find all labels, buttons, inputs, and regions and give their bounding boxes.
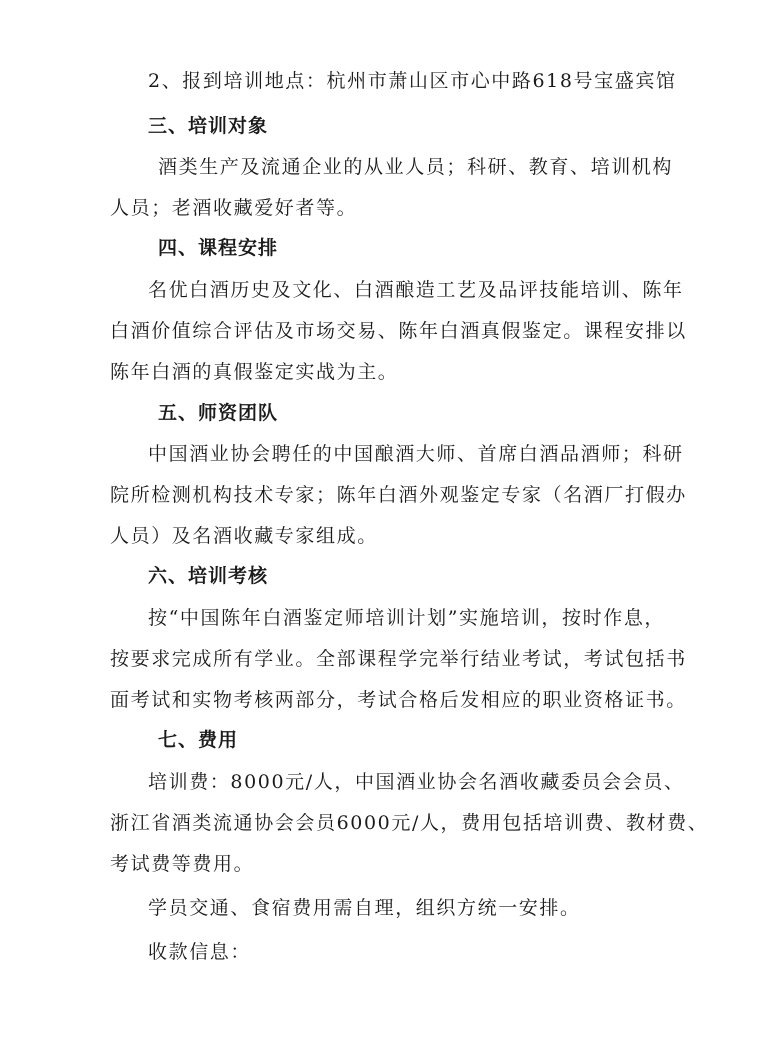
section-heading-assessment: 六、培训考核 xyxy=(148,565,269,587)
payment-info-label: 收款信息： xyxy=(148,941,252,963)
section-heading-training-target: 三、培训对象 xyxy=(148,115,269,137)
paragraph-line: 人员）及名酒收藏专家组成。 xyxy=(110,525,378,547)
paragraph-line: 陈年白酒的真假鉴定实战为主。 xyxy=(110,361,399,383)
section-heading-fees: 七、费用 xyxy=(158,729,239,751)
paragraph-line: 考试费等费用。 xyxy=(110,853,255,875)
paragraph-line: 人员；老酒收藏爱好者等。 xyxy=(110,197,358,219)
paragraph-line: 学员交通、食宿费用需自理，组织方统一安排。 xyxy=(148,897,581,919)
paragraph-line: 培训费：8000元/人，中国酒业协会名酒收藏委员会会员、 xyxy=(148,771,685,793)
paragraph-line: 按“中国陈年白酒鉴定师培训计划”实施培训，按时作息， xyxy=(148,607,666,629)
paragraph-line: 院所检测机构技术专家；陈年白酒外观鉴定专家（名酒厂打假办 xyxy=(110,484,687,506)
paragraph-line: 按要求完成所有学业。全部课程学完举行结业考试，考试包括书 xyxy=(110,648,687,670)
paragraph-line: 面考试和实物考核两部分，考试合格后发相应的职业资格证书。 xyxy=(110,689,687,711)
registration-location-line: 2、报到培训地点：杭州市萧山区市心中路618号宝盛宾馆 xyxy=(148,70,677,92)
section-heading-course-schedule: 四、课程安排 xyxy=(158,237,279,259)
paragraph-line: 白酒价值综合评估及市场交易、陈年白酒真假鉴定。课程安排以 xyxy=(110,320,687,342)
section-heading-faculty: 五、师资团队 xyxy=(158,402,279,424)
paragraph-line: 中国酒业协会聘任的中国酿酒大师、首席白酒品酒师；科研 xyxy=(148,443,684,465)
paragraph-line: 酒类生产及流通企业的从业人员；科研、教育、培训机构 xyxy=(158,156,674,178)
paragraph-line: 浙江省酒类流通协会会员6000元/人，费用包括培训费、教材费、 xyxy=(110,812,709,834)
paragraph-line: 名优白酒历史及文化、白酒酿造工艺及品评技能培训、陈年 xyxy=(148,279,684,301)
